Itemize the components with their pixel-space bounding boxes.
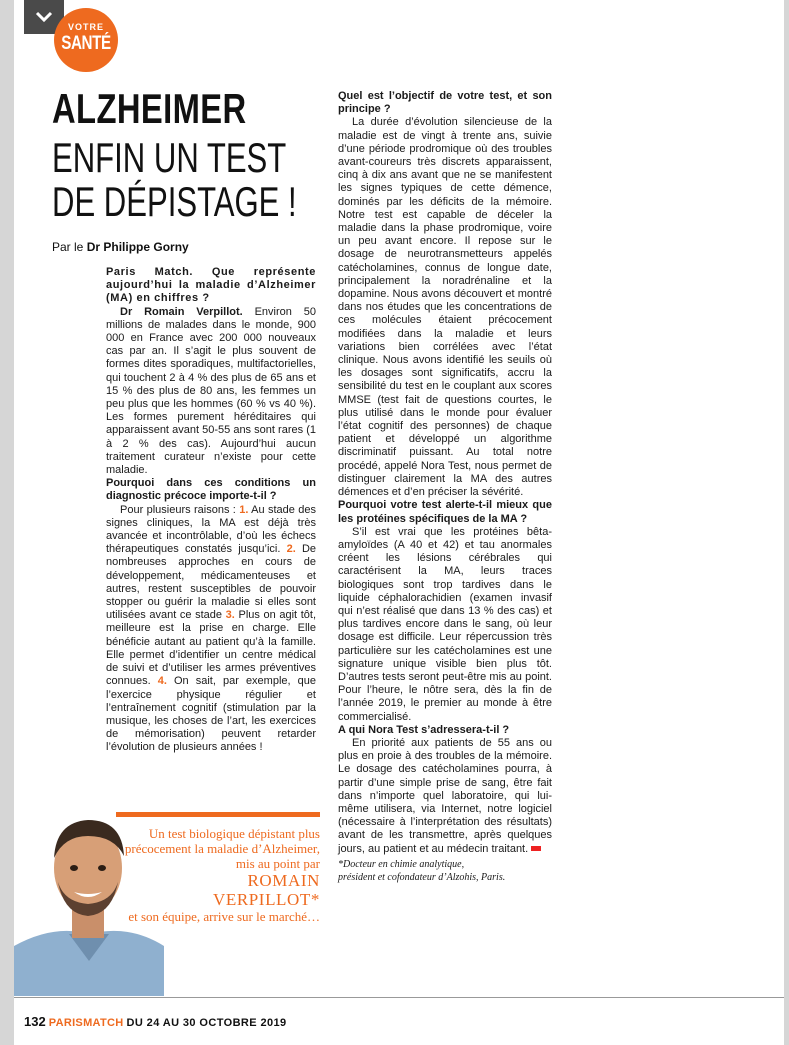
answer-5 — [338, 737, 552, 856]
footer-divider — [14, 997, 784, 998]
section-badge — [54, 8, 118, 72]
byline-prefix: Par le — [52, 240, 87, 254]
answer-1-speaker: Dr Romain Verpillot. — [120, 305, 243, 318]
point-number-1: 1. — [239, 503, 249, 516]
point-number-3: 3. — [225, 609, 235, 622]
pull-quote-name-2: VERPILLOT* — [212, 890, 320, 909]
byline — [52, 240, 189, 254]
magazine-page — [14, 0, 784, 1045]
chevron-down-icon — [35, 11, 53, 23]
quote-rule — [116, 812, 320, 817]
point-number-4: 4. — [157, 675, 167, 688]
article-column-2 — [338, 90, 552, 884]
point-number-2: 2. — [286, 543, 296, 556]
answer-1 — [106, 306, 316, 478]
pull-quote — [116, 826, 320, 924]
answer-2-intro: Pour plusieurs raisons : — [120, 503, 240, 516]
answer-1-text: Environ 50 millions de malades dans le monde, 900 000 en France avec 200 000 nouveaux cas par an. Il s’agit le plus souvent de formes dites sporadiques, multifactorielles, qui touchent 2 à 4 % des plus de 65 ans et 15 % des plus de 80 ans, les femmes un peu plus que les hommes (60 % vs 40 %). Les formes purement héréditaires qui apparaissent avant 50-55 ans sont rares (1 à 2 % des cas). Aujourd’hui aucun traitement curateur n’existe pour cette maladie. — [106, 305, 316, 477]
answer-2-point-4: On sait, par exemple, que l’exercice physique régulier et l’entraînement cognitif (stimulation par la musique, les choses de l’art, les exercices de mémorisation) peuvent retarder l’évolution de plusieurs années ! — [106, 675, 316, 754]
answer-2-point-2: De nombreuses approches en cours de développement, médicamenteuses et autres, restent susceptibles de pouvoir stopper ou guérir la maladie si elles sont utilisées avant ce stade — [106, 543, 317, 622]
page-number: 132 — [24, 1014, 46, 1029]
answer-3: La durée d’évolution silencieuse de la maladie est de vingt à trente ans, suivie d’une période prodromique où des troubles avant-coureurs très discrets apparaissent, cinq à dix ans avant que ne se manifestent les signes typiques de cette démence, dominés par les déficits de la mémoire. Notre test est capable de déceler la maladie dans la phase prodromique, voire un peu avant encore. Il repose sur le dosage de neurotransmetteurs appelés catécholamines, connus de longue date, principalement la noradrénaline et la dopamine. Nous avons découvert et montré dans nos études que les concentrations de ces molécules étaient précocement modifiées dans la maladie et leurs variations bien corrélées avec l’état clinique. Nous avons identifié les seuils où les dosages sont significatifs, accru la sensibilité du test en le couplant aux scores MMSE (test fait de questions courtes, le plus utilisé dans le monde pour évaluer l’état cognitif des personnes) de chaque patient et développé un algorithme discriminatif puissant. Au total notre procédé, appelé Nora Test, nous permet de distinguer clairement la MA des autres démences et d’en préciser la sévérité. — [338, 116, 552, 499]
page-footer — [24, 1014, 287, 1029]
answer-2-point-1: Au stade des signes cliniques, la MA est déjà très avancée et incontrôlable, d’où les échecs thérapeutiques constatés jusqu’ici. — [106, 503, 316, 556]
headline-sub: ENFIN UN TEST DE DÉPISTAGE ! — [52, 134, 297, 226]
magazine-name: PARISMATCH — [48, 1017, 124, 1029]
question-5: A qui Nora Test s’adressera-t-il ? — [338, 723, 510, 736]
pull-quote-name-1: ROMAIN — [247, 871, 320, 890]
answer-4: S’il est vrai que les protéines bêta-amyloïdes (A 40 et 42) et tau anormales créent les lésions cérébrales qui caractérisent la MA, leurs traces biologiques sont trop tardives dans le liquide céphalorachidien (examen invasif qui n’est réalisé que dans 13 % des cas) et plus tardives encore dans le sang, où leur dosage est difficile. Leur répercussion très particulière sur les catécholamines est une signature unique visible bien plus tôt. D’autres tests seront peut-être mis au point. Pour l’heure, le nôtre sera, dès la fin de l’année 2019, le premier au monde à être commercialisé. — [338, 525, 552, 723]
pull-quote-intro: Un test biologique dépistant plus précocement la maladie d’Alzheimer, mis au point par — [124, 826, 320, 871]
footnote — [338, 858, 552, 884]
headline-main: ALZHEIMER — [52, 85, 247, 132]
section-badge-line2: SANTÉ — [61, 33, 111, 54]
footnote-line-2: président et cofondateur d’Alzohis, Paris. — [338, 871, 506, 883]
issue-date: DU 24 AU 30 OCTOBRE 2019 — [126, 1017, 287, 1029]
answer-2-point-3: Plus on agit tôt, meilleure est la prise en charge. Elle bénéficie autant au patient qu’à la famille. Elle permet d’identifier un centre médical de suivi et d’utiliser les armes préventives connues. — [106, 609, 316, 688]
answer-2 — [106, 504, 316, 755]
answer-5-text: En priorité aux patients de 55 ans ou plus en proie à des troubles de la mémoire. Le dosage des catécholamines pourra, à partir d’une simple prise de sang, être fait dans n’importe quel laboratoire, qui lui-même utilisera, via Internet, notre logiciel (nécessaire à l’interprétation des résultats) avant de les transmettre, après quelques jours, au patient et au médecin traitant. — [338, 736, 552, 855]
question-1: Paris Match. Que représente aujourd’hui la maladie d’Alzheimer (MA) en chiffres ? — [106, 266, 316, 305]
byline-author: Dr Philippe Gorny — [86, 240, 189, 254]
question-3: Quel est l’objectif de votre test, et son principe ? — [338, 90, 552, 116]
question-4: Pourquoi votre test alerte-t-il mieux que les protéines spécifiques de la MA ? — [338, 499, 552, 525]
end-mark-icon — [531, 846, 541, 851]
pull-quote-outro: et son équipe, arrive sur le marché… — [128, 909, 320, 924]
article-column-1 — [106, 266, 316, 755]
section-badge-line1: VOTRE — [67, 22, 104, 32]
question-2: Pourquoi dans ces conditions un diagnostic précoce importe-t-il ? — [106, 477, 316, 503]
footnote-line-1: *Docteur en chimie analytique, — [338, 858, 465, 870]
